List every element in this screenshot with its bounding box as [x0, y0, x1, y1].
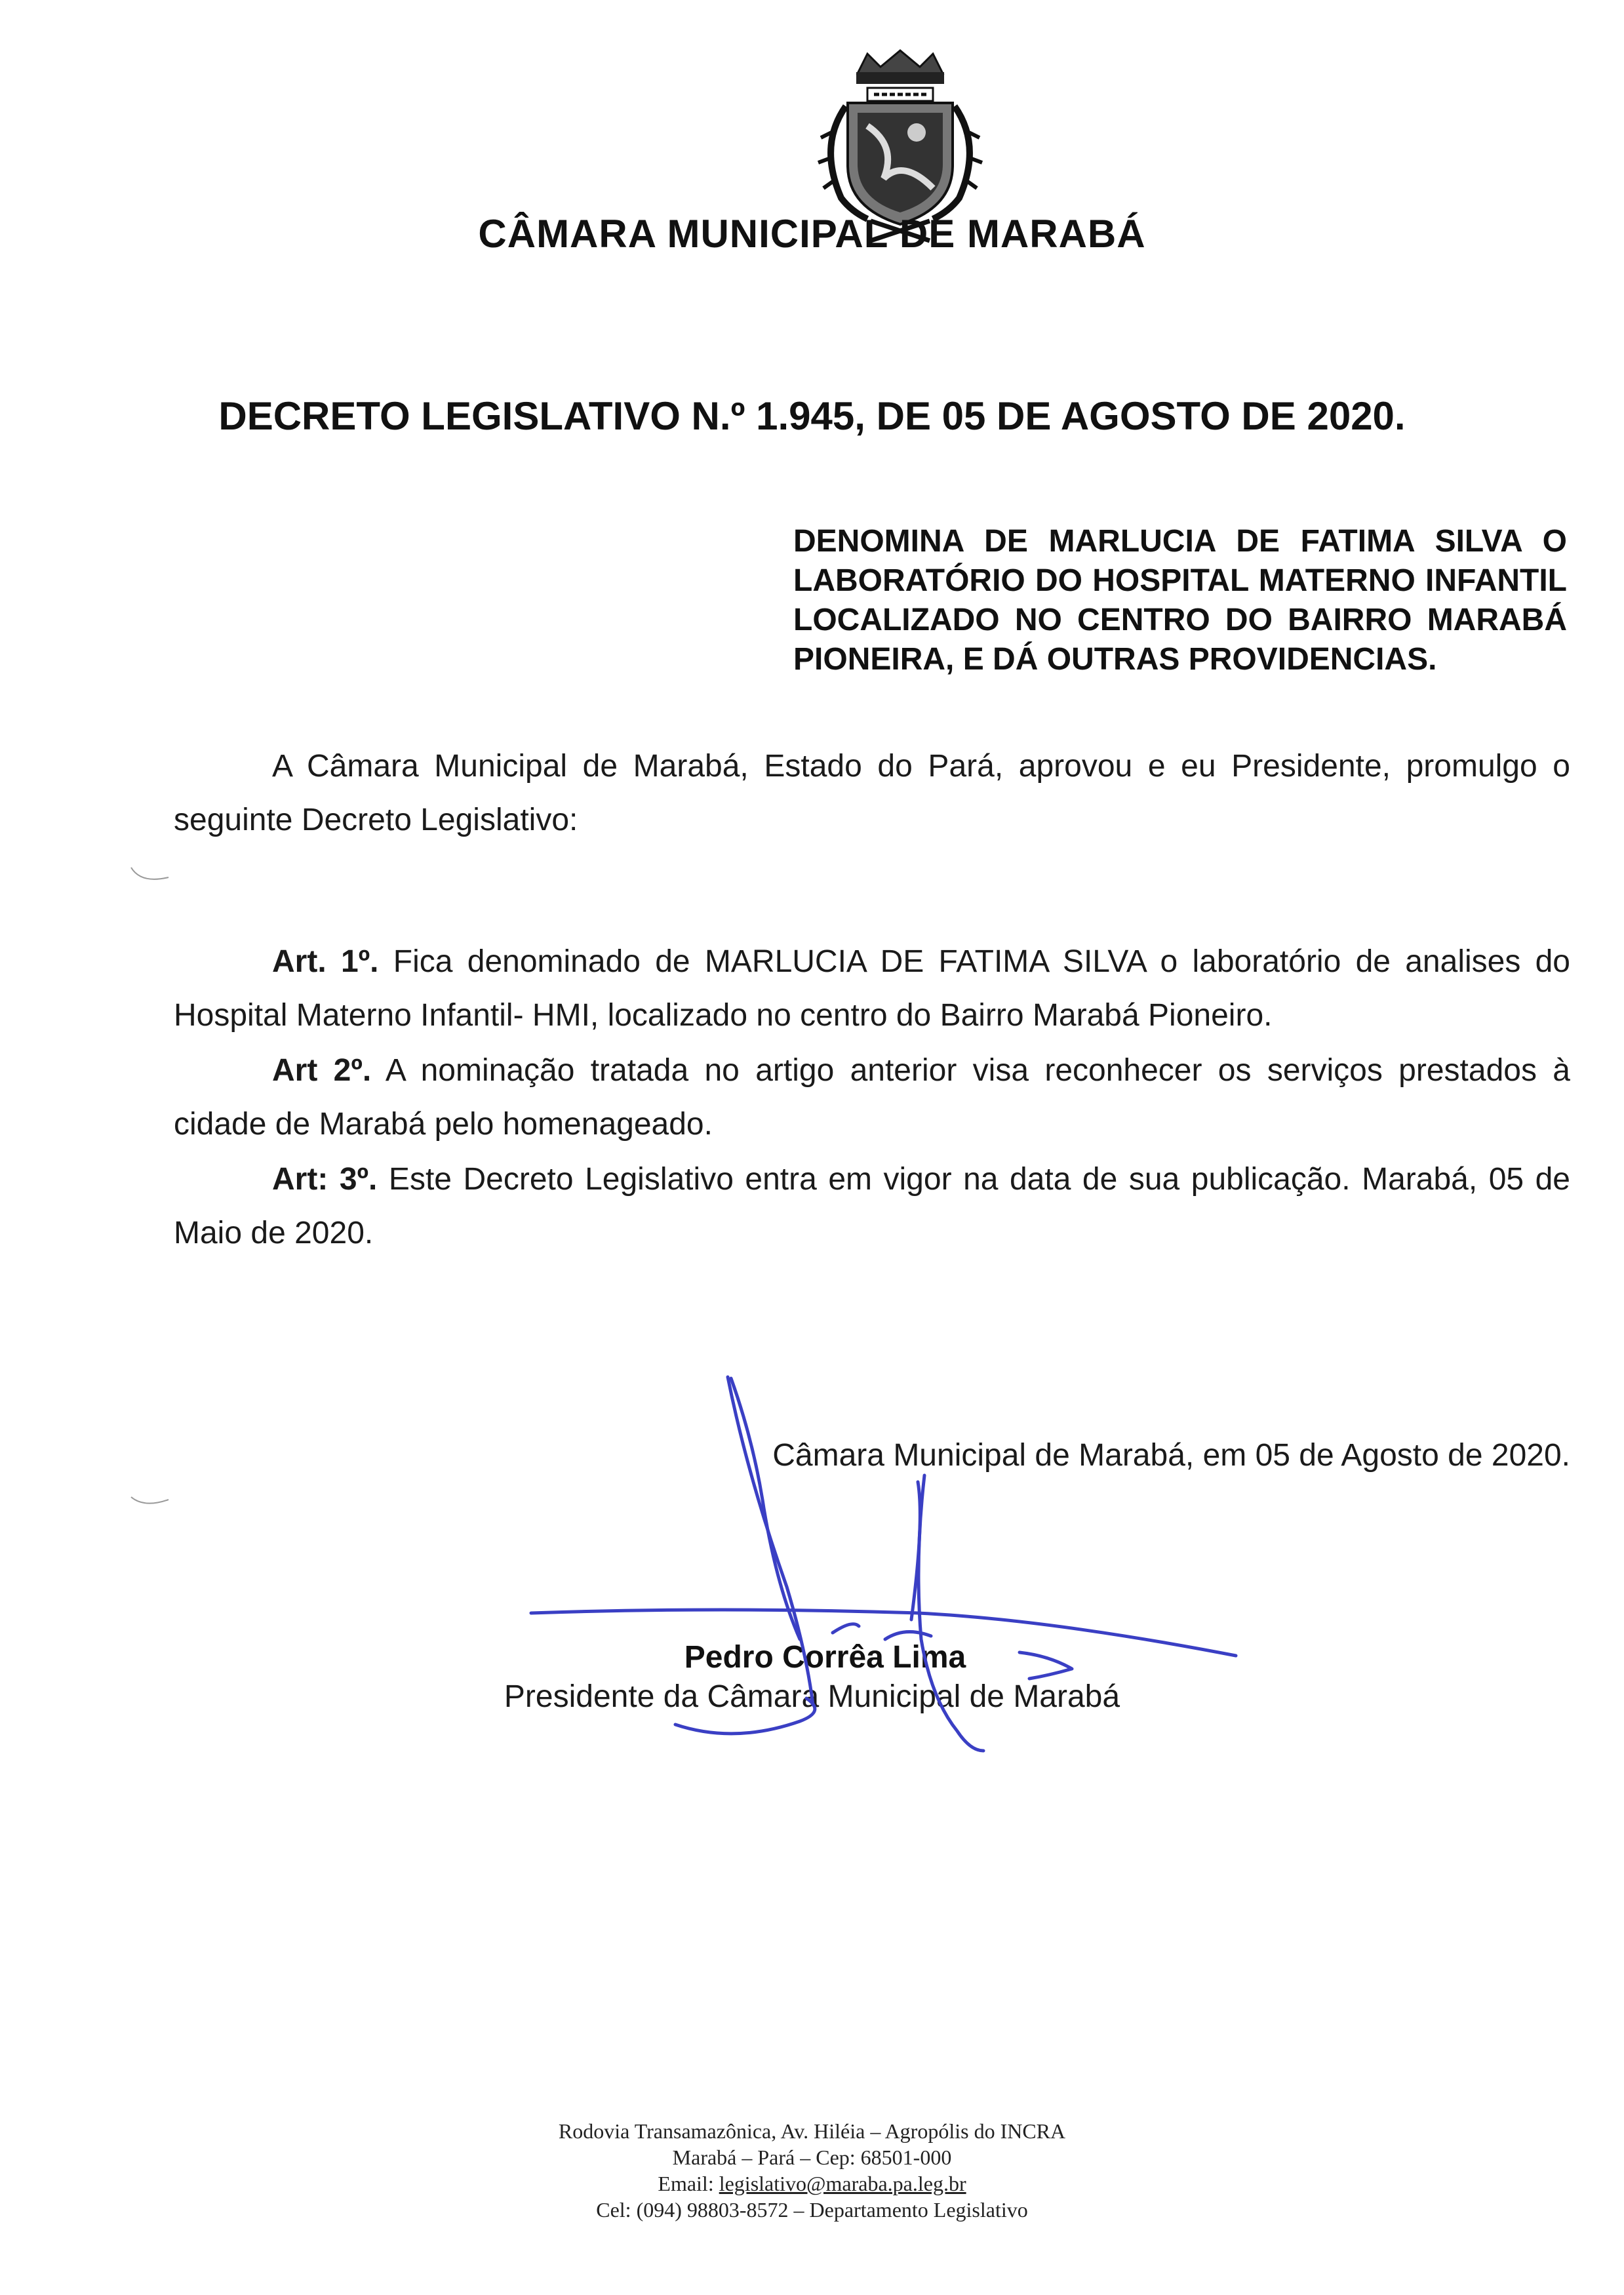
article-3-text: Este Decreto Legislativo entra em vigor na data de sua publicação. Marabá, 05 de Maio de 2020. [174, 1162, 1571, 1250]
scan-mark-icon [128, 1492, 174, 1511]
footer-email-link[interactable]: legislativo@maraba.pa.leg.br [719, 2172, 966, 2195]
decree-summary: DENOMINA DE MARLUCIA DE FATIMA SILVA O LABORATÓRIO DO HOSPITAL MATERNO INFANTIL LOCALIZADO NO CENTRO DO BAIRRO MARABÁ PIONEIRA, E DÁ OUTRAS PROVIDENCIAS. [793, 524, 1567, 677]
signer-name: Pedro Corrêa Lima [684, 1640, 966, 1675]
footer-phone: Cel: (094) 98803-8572 – Departamento Legislativo [596, 2198, 1028, 2222]
footer-city: Marabá – Pará – Cep: 68501-000 [672, 2145, 952, 2169]
article-2-text: A nominação tratada no artigo anterior visa reconhecer os serviços prestados à cidade de Marabá pelo homenageado. [174, 1053, 1570, 1142]
place-and-date: Câmara Municipal de Marabá, em 05 de Agosto de 2020. [772, 1438, 1570, 1473]
article-2 [174, 1044, 1570, 1151]
article-2-label: Art 2º. [272, 1053, 372, 1088]
scan-mark-icon [128, 866, 174, 885]
article-1-label: Art. 1º. [272, 944, 379, 979]
footer-email-label: Email: [658, 2172, 719, 2195]
article-3-label: Art: 3º. [272, 1162, 378, 1197]
footer-address: Rodovia Transamazônica, Av. Hiléia – Agropólis do INCRA [558, 2119, 1066, 2143]
article-3 [174, 1153, 1570, 1260]
footer [0, 2118, 1624, 2223]
institution-name: CÂMARA MUNICIPAL DE MARABÁ [478, 212, 1146, 256]
footer-email-line [0, 2170, 1624, 2197]
article-1-text: Fica denominado de MARLUCIA DE FATIMA SILVA o laboratório de analises do Hospital Materno Infantil- HMI, localizado no centro do Bairro Marabá Pioneiro. [174, 944, 1571, 1033]
decree-title: DECRETO LEGISLATIVO N.º 1.945, DE 05 DE AGOSTO DE 2020. [218, 394, 1406, 438]
signer-role: Presidente da Câmara Municipal de Marabá [504, 1679, 1120, 1714]
decree-intro: A Câmara Municipal de Marabá, Estado do Pará, aprovou e eu Presidente, promulgo o seguinte Decreto Legislativo: [174, 749, 1570, 837]
article-1 [174, 935, 1570, 1043]
